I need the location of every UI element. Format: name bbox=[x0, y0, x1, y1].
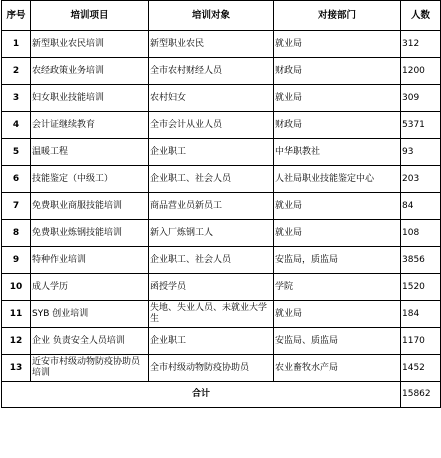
cell-seq: 2 bbox=[2, 58, 31, 85]
cell-target: 企业职工、社会人员 bbox=[149, 247, 274, 274]
cell-dept: 就业局 bbox=[274, 193, 401, 220]
cell-dept: 就业局 bbox=[274, 301, 401, 328]
cell-seq: 6 bbox=[2, 166, 31, 193]
cell-project: 会计证继续教育 bbox=[31, 112, 149, 139]
cell-count: 5371 bbox=[401, 112, 441, 139]
header-row bbox=[2, 1, 441, 31]
cell-count: 1170 bbox=[401, 328, 441, 355]
training-table bbox=[1, 0, 441, 408]
cell-seq: 12 bbox=[2, 328, 31, 355]
cell-target: 全市农村财经人员 bbox=[149, 58, 274, 85]
cell-project: 免费职业商服技能培训 bbox=[31, 193, 149, 220]
total-row bbox=[2, 382, 441, 408]
cell-count: 3856 bbox=[401, 247, 441, 274]
cell-dept: 安监局，质监局 bbox=[274, 247, 401, 274]
cell-target: 企业职工 bbox=[149, 139, 274, 166]
cell-count: 203 bbox=[401, 166, 441, 193]
cell-dept: 人社局职业技能鉴定中心 bbox=[274, 166, 401, 193]
cell-count: 309 bbox=[401, 85, 441, 112]
cell-count: 312 bbox=[401, 31, 441, 58]
cell-target: 企业职工 bbox=[149, 328, 274, 355]
table-row bbox=[2, 274, 441, 301]
table-row bbox=[2, 31, 441, 58]
cell-project: 特种作业培训 bbox=[31, 247, 149, 274]
cell-target: 新型职业农民 bbox=[149, 31, 274, 58]
cell-dept: 财政局 bbox=[274, 112, 401, 139]
table-body bbox=[2, 31, 441, 382]
cell-count: 93 bbox=[401, 139, 441, 166]
cell-target: 企业职工、社会人员 bbox=[149, 166, 274, 193]
table-row bbox=[2, 58, 441, 85]
cell-dept: 学院 bbox=[274, 274, 401, 301]
header-count: 人数 bbox=[401, 1, 441, 31]
header-dept: 对接部门 bbox=[274, 1, 401, 31]
cell-dept: 中华职教社 bbox=[274, 139, 401, 166]
cell-seq: 4 bbox=[2, 112, 31, 139]
cell-count: 108 bbox=[401, 220, 441, 247]
header-seq: 序号 bbox=[2, 1, 31, 31]
cell-seq: 5 bbox=[2, 139, 31, 166]
cell-dept: 就业局 bbox=[274, 85, 401, 112]
cell-count: 1520 bbox=[401, 274, 441, 301]
cell-project: 农经政策业务培训 bbox=[31, 58, 149, 85]
table-row bbox=[2, 166, 441, 193]
cell-dept: 就业局 bbox=[274, 31, 401, 58]
cell-project: 企业 负责安全人员培训 bbox=[31, 328, 149, 355]
table-row bbox=[2, 355, 441, 382]
table-row bbox=[2, 85, 441, 112]
cell-target: 函授学员 bbox=[149, 274, 274, 301]
cell-project: 免费职业炼钢技能培训 bbox=[31, 220, 149, 247]
cell-dept: 就业局 bbox=[274, 220, 401, 247]
total-label: 合计 bbox=[2, 382, 401, 408]
cell-dept: 农业畜牧水产局 bbox=[274, 355, 401, 382]
cell-project: 近安市村级动物防疫协助员培训 bbox=[31, 355, 149, 382]
cell-target: 全市会计从业人员 bbox=[149, 112, 274, 139]
cell-dept: 财政局 bbox=[274, 58, 401, 85]
cell-seq: 3 bbox=[2, 85, 31, 112]
cell-target: 全市村级动物防疫协助员 bbox=[149, 355, 274, 382]
cell-seq: 7 bbox=[2, 193, 31, 220]
table-row bbox=[2, 247, 441, 274]
table-row bbox=[2, 193, 441, 220]
header-target: 培训对象 bbox=[149, 1, 274, 31]
cell-seq: 8 bbox=[2, 220, 31, 247]
table-row bbox=[2, 139, 441, 166]
cell-count: 84 bbox=[401, 193, 441, 220]
cell-target: 失地、失业人员、未就业大学生 bbox=[149, 301, 274, 328]
table-row bbox=[2, 301, 441, 328]
cell-seq: 10 bbox=[2, 274, 31, 301]
total-value: 15862 bbox=[401, 382, 441, 408]
cell-project: 温暖工程 bbox=[31, 139, 149, 166]
cell-project: 成人学历 bbox=[31, 274, 149, 301]
cell-count: 1200 bbox=[401, 58, 441, 85]
cell-seq: 13 bbox=[2, 355, 31, 382]
cell-project: SYB 创业培训 bbox=[31, 301, 149, 328]
table-row bbox=[2, 328, 441, 355]
cell-target: 新入厂炼钢工人 bbox=[149, 220, 274, 247]
cell-count: 1452 bbox=[401, 355, 441, 382]
cell-seq: 11 bbox=[2, 301, 31, 328]
cell-count: 184 bbox=[401, 301, 441, 328]
table-row bbox=[2, 220, 441, 247]
cell-target: 农村妇女 bbox=[149, 85, 274, 112]
header-project: 培训项目 bbox=[31, 1, 149, 31]
table-row bbox=[2, 112, 441, 139]
cell-seq: 9 bbox=[2, 247, 31, 274]
cell-seq: 1 bbox=[2, 31, 31, 58]
cell-project: 新型职业农民培训 bbox=[31, 31, 149, 58]
cell-project: 技能鉴定（中级工） bbox=[31, 166, 149, 193]
cell-target: 商品营业员新员工 bbox=[149, 193, 274, 220]
cell-dept: 安监局、质监局 bbox=[274, 328, 401, 355]
cell-project: 妇女职业技能培训 bbox=[31, 85, 149, 112]
